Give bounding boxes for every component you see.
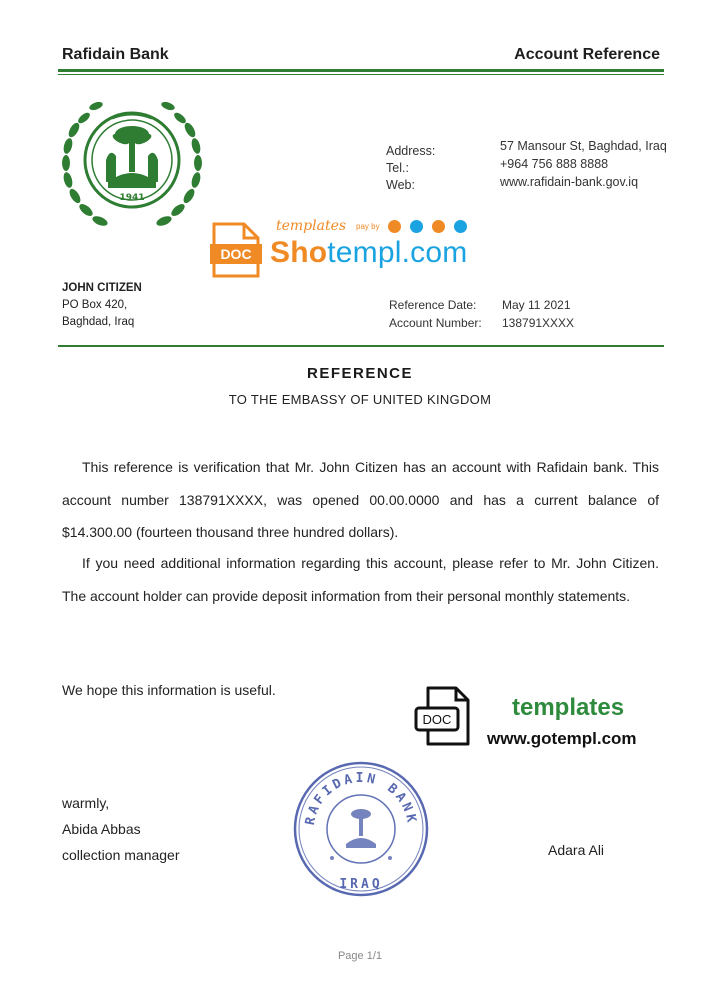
web-value[interactable]: www.rafidain-bank.gov.iq — [500, 175, 639, 189]
reference-date-value: May 11 2021 — [502, 298, 571, 312]
watermark-templates: templates — [512, 694, 625, 721]
bank-name: Rafidain Bank — [62, 46, 169, 63]
payment-coin-icon — [388, 220, 401, 233]
web-label: Web: — [386, 178, 415, 192]
svg-text:1941: 1941 — [119, 193, 145, 203]
svg-text:DOC: DOC — [422, 712, 452, 727]
bitcoin-icon — [432, 220, 445, 233]
recipient-address-line1: PO Box 420, — [62, 299, 128, 311]
address-value: 57 Mansour St, Baghdad, Iraq — [500, 139, 667, 153]
contact-values — [500, 137, 667, 191]
signer-title: collection manager — [62, 847, 180, 863]
recipient-name: JOHN CITIZEN — [62, 282, 142, 294]
doc-file-icon — [414, 686, 476, 748]
document-type: Account Reference — [514, 46, 660, 63]
document-subtitle: TO THE EMBASSY OF UNITED KINGDOM — [228, 392, 492, 407]
body-paragraph-2: If you need additional information regarding this account, please refer to Mr. John Citizen. The account holder can provide deposit information from their personal monthly statements. — [62, 555, 659, 604]
page-number: Page 1/1 — [337, 950, 383, 962]
account-number-label: Account Number: — [389, 316, 482, 330]
tel-label: Tel.: — [386, 161, 409, 175]
svg-text:IRAQ: IRAQ — [339, 877, 383, 892]
reference-values — [502, 296, 574, 332]
reference-labels — [389, 296, 482, 332]
reference-date-label: Reference Date: — [389, 298, 477, 312]
contact-labels — [386, 143, 435, 194]
doc-file-icon — [210, 222, 262, 278]
second-signer-name: Adara Ali — [548, 842, 605, 858]
body-paragraph-1: This reference is verification that Mr. John Citizen has an account with Rafidain bank. This account number 138791XXXX, was opened 00.00.0000 and has a current balance of $14.300.00 (fourteen thousand three hundred dollars). — [62, 459, 659, 540]
signer-name: Abida Abbas — [62, 821, 141, 837]
watermark-templates-script: templates — [276, 218, 347, 234]
svg-text:DOC: DOC — [220, 246, 252, 262]
svg-text:RAFIDAIN BANK: RAFIDAIN BANK — [302, 771, 420, 827]
tel-value: +964 756 888 8888 — [500, 157, 609, 171]
document-title: REFERENCE — [306, 365, 413, 382]
bank-logo — [58, 90, 206, 238]
signature-block — [62, 790, 180, 868]
bank-stamp — [292, 760, 430, 898]
salutation: warmly, — [62, 795, 110, 811]
payment-coin-icon — [454, 220, 467, 233]
header-divider-thin — [58, 74, 664, 75]
watermark-brand: Shotempl.com — [270, 236, 468, 269]
address-label: Address: — [386, 144, 436, 158]
closing-line: We hope this information is useful. — [62, 682, 276, 698]
recipient-block — [62, 280, 142, 331]
account-number-value: 138791XXXX — [502, 316, 575, 330]
section-divider — [58, 345, 664, 347]
header-divider — [58, 69, 664, 72]
recipient-address-line2: Baghdad, Iraq — [62, 316, 135, 328]
watermark-url[interactable]: www.gotempl.com — [487, 729, 637, 748]
payment-coin-icon — [410, 220, 423, 233]
watermark-pay-by: pay by — [356, 222, 380, 231]
